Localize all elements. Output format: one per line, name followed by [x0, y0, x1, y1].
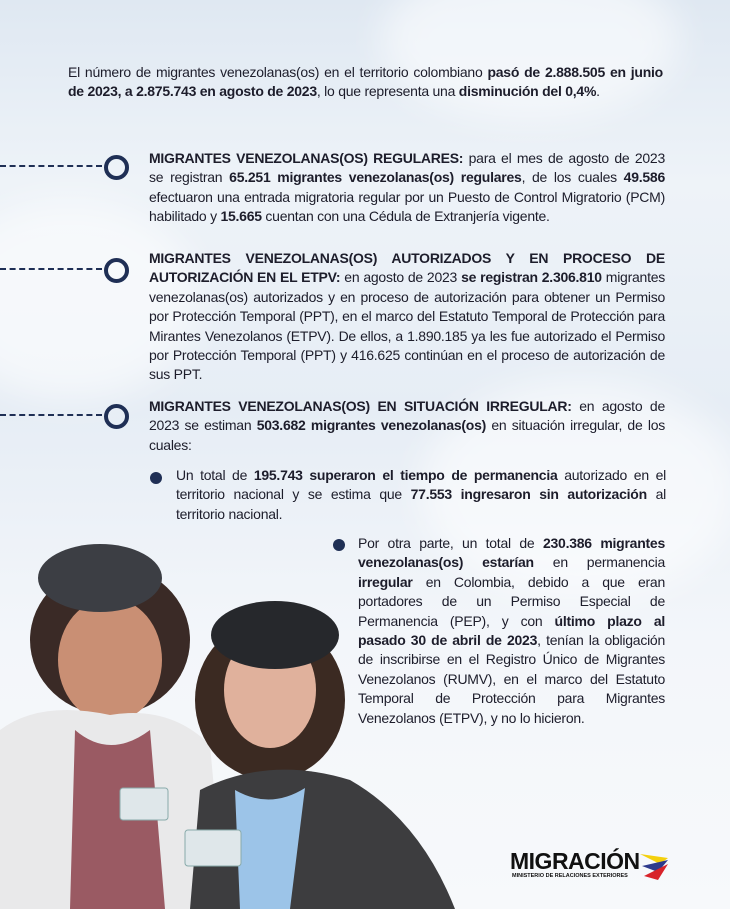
bold-text: 65.251 migrantes venezolanas(os) regulares	[229, 169, 522, 186]
text-segment: Un total de	[176, 467, 254, 483]
text-segment: para el mes de agosto de 2023 se registran	[149, 150, 665, 186]
text-segment: en situación irregular, de los cuales:	[149, 417, 665, 453]
bold-text: pasó de 2.888.505 en junio de 2023, a 2.875.743 en agosto de 2023	[68, 64, 663, 100]
migracion-colombia-logo	[510, 848, 670, 888]
bold-text: MIGRANTES VENEZOLANAS(OS) AUTORIZADOS Y EN PROCESO DE AUTORIZACIÓN EN EL ETPV:	[149, 250, 665, 286]
bold-text: 15.665	[220, 208, 262, 225]
bold-text: disminución del 0,4%	[458, 83, 597, 100]
text-segment: Por otra parte, un total de	[358, 535, 543, 551]
section-regulares	[149, 149, 665, 227]
text-segment: en Colombia, debido a que eran portadores de un Permiso Especial de Permanencia (PEP), y con	[358, 573, 665, 629]
flag-stripes-icon	[638, 850, 670, 882]
logo-subtitle: MINISTERIO DE RELACIONES EXTERIORES	[512, 873, 628, 879]
section-irregular	[149, 397, 665, 455]
text-segment: efectuaron una entrada migratoria regular por un Puesto de Control Migratorio (PCM) habilitado y	[149, 188, 665, 225]
text-segment: migrantes venezolanas(os) autorizados y en proceso de autorización para obtener un Permiso por Protección Temporal (PPT), en el marco del Estatuto Temporal de Protección para Mirantes Venezolanos (ETPV). De ellos, a 1.890.185 ya les fue autorizado el Permiso por Protección Temporal (PPT) y 416.625 continúan en el proceso de autorización de sus PPT.	[149, 269, 665, 383]
dot-bullet-icon	[150, 472, 162, 484]
text-segment: en agosto de 2023 se estiman	[149, 398, 665, 434]
text-segment: , de los cuales	[521, 169, 624, 186]
bold-text: último plazo al pasado 30 de abril de 2023	[358, 612, 665, 649]
text-segment: autorizado en el territorio nacional y se estima que	[176, 467, 666, 503]
logo-wordmark: MIGRACIÓN	[510, 848, 640, 874]
bold-text: 195.743 superaron el tiempo de permanencia	[253, 467, 558, 483]
bold-text: 49.586	[623, 169, 665, 186]
section-autorizados	[149, 249, 665, 385]
text-segment: El número de migrantes venezolanas(os) en el territorio colombiano	[68, 64, 488, 80]
bold-text: se registran 2.306.810	[461, 269, 602, 286]
text-segment: en permanencia	[533, 554, 665, 571]
ring-bullet-icon	[104, 404, 129, 429]
bold-text: 77.553 ingresaron sin autorización	[410, 486, 647, 503]
photo-two-women-holding-id-cards	[0, 530, 460, 909]
ring-bullet-icon	[104, 258, 129, 283]
text-segment: .	[596, 83, 600, 100]
intro-paragraph	[68, 63, 663, 102]
ring-bullet-icon	[104, 155, 129, 180]
text-segment: , lo que representa una	[316, 83, 459, 100]
connector-line	[0, 414, 102, 416]
text-segment: , tenían la obligación de inscribirse en el Registro Único de Migrantes Venezolanos (RUMV), en el marco del Estatuto Temporal de Protección para Migrantes Venezolanos (ETPV), y no lo hicieron.	[358, 632, 665, 726]
bullet-permanencia	[176, 466, 666, 524]
text-segment: cuentan con una Cédula de Extranjería vigente.	[261, 208, 550, 225]
text-segment: en agosto de 2023	[340, 269, 462, 286]
connector-line	[0, 165, 102, 167]
bold-text: MIGRANTES VENEZOLANAS(OS) REGULARES:	[149, 150, 464, 166]
connector-line	[0, 268, 102, 270]
bold-text: irregular	[358, 573, 413, 590]
bold-text: MIGRANTES VENEZOLANAS(OS) EN SITUACIÓN IRREGULAR:	[149, 398, 572, 414]
bold-text: 230.386 migrantes venezolanas(os) estarían	[358, 535, 666, 571]
bold-text: 503.682 migrantes venezolanas(os)	[256, 417, 487, 434]
text-segment: al territorio nacional.	[176, 486, 666, 522]
